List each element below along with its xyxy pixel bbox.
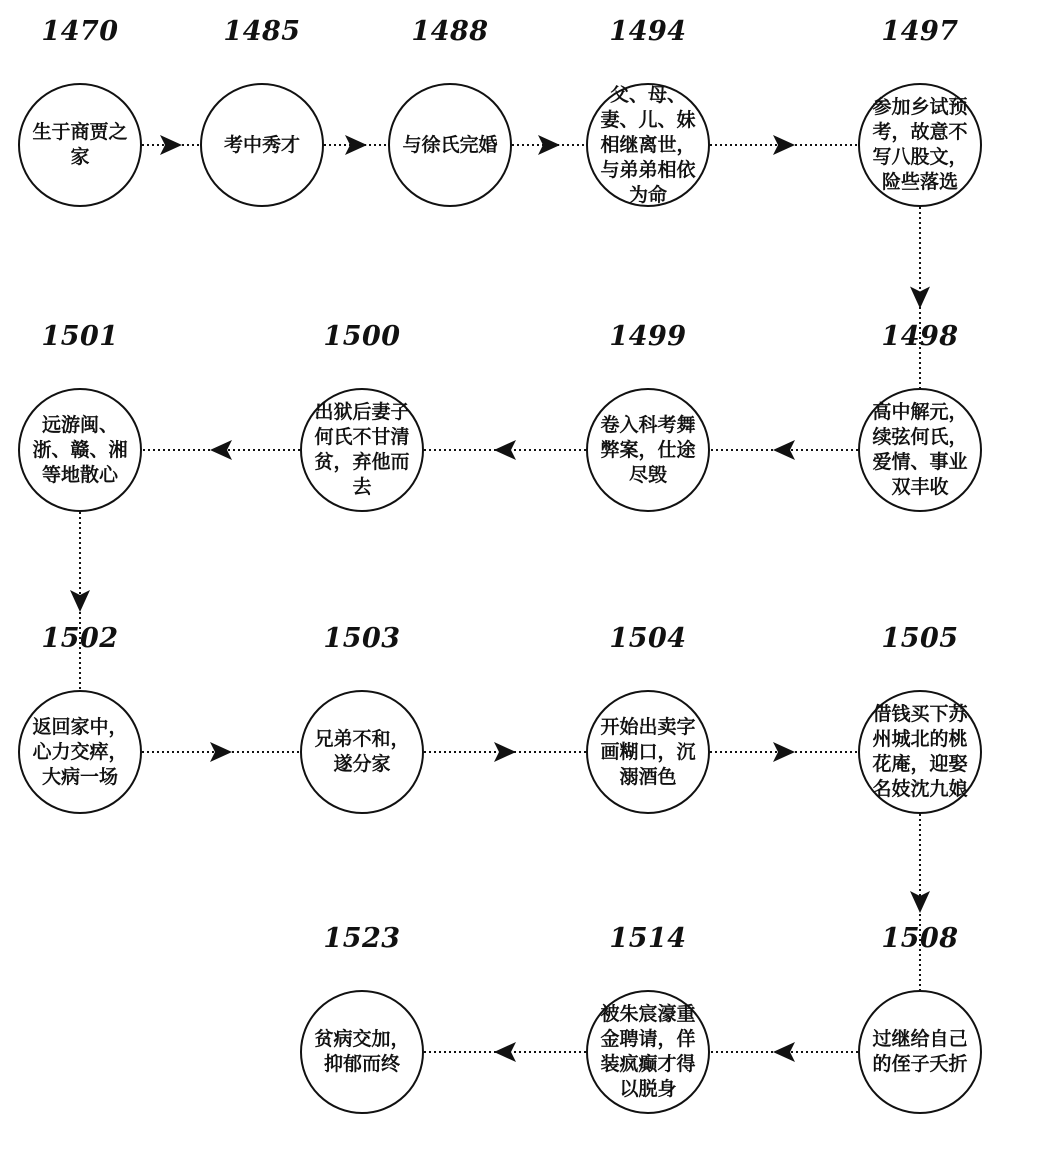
event-text: 远游闽、浙、赣、湘等地散心: [32, 413, 128, 486]
arrowhead-icon: [494, 440, 516, 460]
year-label: 1504: [609, 623, 687, 654]
event-node: [388, 83, 512, 207]
arrowhead-icon: [494, 742, 516, 762]
year-label: 1514: [609, 923, 687, 954]
event-node: [300, 690, 424, 814]
event-text: 过继给自己的侄子夭折: [872, 1028, 968, 1075]
year-label: 1488: [411, 16, 489, 47]
event-node: [858, 990, 982, 1114]
event-text: 父、母、妻、儿、妹相继离世，与弟弟相依为命: [600, 83, 696, 206]
event-text: 生于商贾之家: [32, 121, 128, 168]
event-node: [586, 990, 710, 1114]
arrowhead-icon: [494, 1042, 516, 1062]
year-label: 1503: [323, 623, 401, 654]
event-node: [18, 388, 142, 512]
year-label: 1500: [323, 321, 401, 352]
arrowhead-icon: [910, 287, 930, 309]
arrowhead-icon: [538, 135, 560, 155]
year-label: 1498: [881, 321, 959, 352]
event-text: 高中解元，续弦何氏，爱情、事业双丰收: [872, 401, 968, 498]
event-node: [300, 990, 424, 1114]
event-node: [300, 388, 424, 512]
event-text: 考中秀才: [223, 133, 300, 156]
event-text: 被朱宸濠重金聘请，佯装疯癫才得以脱身: [600, 1003, 696, 1100]
year-label: 1485: [223, 16, 301, 47]
event-node: [18, 83, 142, 207]
event-node: [586, 83, 710, 207]
year-label: 1497: [881, 16, 959, 47]
event-text: 出狱后妻子何氏不甘清贫，弃他而去: [314, 401, 410, 498]
year-label: 1470: [41, 16, 119, 47]
year-label: 1508: [881, 923, 959, 954]
year-label: 1502: [41, 623, 119, 654]
event-node: [858, 388, 982, 512]
event-text: 借钱买下苏州城北的桃花庵，迎娶名妓沈九娘: [872, 703, 968, 800]
event-node: [858, 690, 982, 814]
event-text: 贫病交加，抑郁而终: [314, 1028, 410, 1075]
event-text: 兄弟不和，遂分家: [314, 728, 410, 775]
year-label: 1523: [323, 923, 401, 954]
event-node: [586, 690, 710, 814]
event-text: 参加乡试预考，故意不写八股文，险些落选: [872, 96, 968, 193]
event-text: 开始出卖字画糊口，沉溺酒色: [600, 715, 696, 788]
event-node: [586, 388, 710, 512]
event-text: 返回家中，心力交瘁，大病一场: [32, 715, 128, 788]
event-node: [18, 690, 142, 814]
year-label: 1505: [881, 623, 959, 654]
event-text: 与徐氏完婚: [402, 133, 498, 156]
year-label: 1494: [609, 16, 687, 47]
event-node: [200, 83, 324, 207]
event-node: [858, 83, 982, 207]
arrowhead-icon: [345, 135, 367, 155]
year-label: 1501: [41, 321, 119, 352]
year-label: 1499: [609, 321, 687, 352]
event-text: 卷入科考舞弊案，仕途尽毁: [600, 413, 696, 486]
